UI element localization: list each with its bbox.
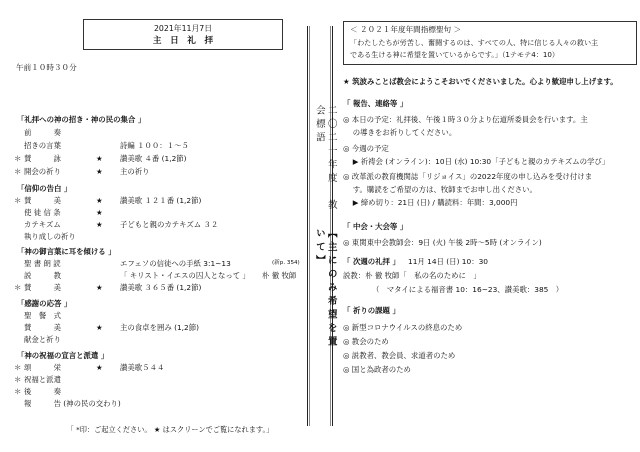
item-star: ★ <box>96 167 103 176</box>
item-name: 報 告 (神の民の交わり) <box>24 399 121 408</box>
item-star: ★ <box>96 283 103 292</box>
order-item <box>0 335 305 345</box>
item-mark: ＊ <box>14 387 22 396</box>
order-item <box>0 363 305 373</box>
section-heading: 「信仰の告白 」 <box>17 184 72 193</box>
order-item <box>0 167 305 177</box>
report-line: ▶ 祈祷会 (オンライン)：10日 (水) 10:30「子どもと親のカテキズムの学び」 <box>343 157 610 166</box>
section-heading: 「神の祝福の宣言と派遣 」 <box>17 351 109 360</box>
item-name: 後 奏 <box>24 387 61 396</box>
prayer-item: ◎ 説教者、教会員、求道者のため <box>343 351 456 360</box>
order-item <box>0 196 305 206</box>
item-star: ★ <box>96 323 103 332</box>
item-detail: 「 キリスト・イエスの囚人となって 」 <box>120 271 250 280</box>
section-heading: 「礼拝への神の招き・神の民の集合 」 <box>17 115 146 124</box>
item-detail: 詩編 １００：１～５ <box>120 141 189 150</box>
report-line: の導きをお祈りしてください。 <box>343 128 457 137</box>
report-line: ▶ 締め切り：21日 (日) / 購読料：年間：3,000円 <box>343 198 518 207</box>
item-mark: ＊ <box>14 375 22 384</box>
item-mark: ＊ <box>14 283 22 292</box>
prayer-item: ◎ 新型コロナウイルスの終息のため <box>343 323 463 332</box>
divider-left-thin <box>309 26 310 426</box>
order-item <box>0 128 305 138</box>
item-name: 聖 餐 式 <box>24 311 61 320</box>
next-service-heading: 「 次週の礼拝 」 <box>343 257 400 266</box>
divider-left <box>307 26 308 426</box>
vertical-title: 二〇二一年度 教会標語 <box>313 105 337 213</box>
order-item <box>0 154 305 164</box>
order-item <box>0 323 305 333</box>
section-heading: 「感謝の応答 」 <box>17 299 72 308</box>
service-date: 2021年11月7日 <box>153 24 213 33</box>
item-name: 賛 美 <box>24 196 61 205</box>
next-reading: （ マタイによる福音書 10：16~23、讃美歌：385 ） <box>372 285 564 294</box>
item-name: 献金と祈り <box>24 335 61 344</box>
vertical-motto: 【主にのみ希望を置いて】 <box>313 228 337 350</box>
prayer-item: ◎ 国と為政者のため <box>343 365 411 374</box>
service-time: 午前１０時３０分 <box>16 63 77 72</box>
item-name: 前 奏 <box>24 128 61 137</box>
item-star: ★ <box>96 196 103 205</box>
item-name: 開会の祈り <box>24 167 61 176</box>
item-name: 説 教 <box>24 271 61 280</box>
order-item <box>0 387 305 397</box>
report-line: ◎ 今週の予定 <box>343 144 389 153</box>
item-mark: ＊ <box>14 154 22 163</box>
item-star: ★ <box>96 208 103 217</box>
item-star: ★ <box>96 154 103 163</box>
prayer-heading: 「 祈りの課題 」 <box>343 306 400 315</box>
item-name: 賛 美 <box>24 323 61 332</box>
item-detail: 主の食卓を囲み (1,2節) <box>120 323 199 332</box>
meeting-heading: 「 中会・大会等 」 <box>343 222 408 231</box>
order-of-worship <box>0 0 305 452</box>
item-note: (新p. 354) <box>272 260 300 266</box>
welcome-message: ★ 筑波みことば教会にようこそおいでくださいました。心より歓迎申し上げます。 <box>343 77 618 86</box>
item-star: ★ <box>96 220 103 229</box>
verse-line-1: 「わたしたちが労苦し、奮闘するのは、すべての人、特に信じる人々の救い主 <box>350 38 599 47</box>
item-detail: 讃美歌 ３６５番 (1,2節) <box>120 283 202 292</box>
item-mark: ＊ <box>14 363 22 372</box>
report-heading: 「 報告、連絡等 」 <box>343 99 408 108</box>
prayer-item: ◎ 教会のため <box>343 337 389 346</box>
item-name: 招きの言葉 <box>24 141 61 150</box>
order-item <box>0 271 305 281</box>
item-mark: ＊ <box>14 196 22 205</box>
item-star: ★ <box>96 363 103 372</box>
item-name: 聖 書 朗 読 <box>24 259 61 268</box>
service-title: 主 日 礼 拝 <box>152 36 214 46</box>
divider-right <box>332 26 333 426</box>
item-mark: ＊ <box>14 167 22 176</box>
meeting-line: ◎ 東関東中会教師会：9日 (火) 午後 2時～5時 (オンライン) <box>343 238 542 247</box>
item-name: 使 徒 信 条 <box>24 208 61 217</box>
item-name: 頌 栄 <box>24 363 61 372</box>
order-item <box>0 259 305 269</box>
item-name: カテキズム <box>24 220 61 229</box>
verse-line-2: である生ける神に希望を置いているからです。」（1テモテ4：10） <box>350 50 559 59</box>
order-item <box>0 220 305 230</box>
verse-title: ＜ ２０２１年度年間指標聖句 ＞ <box>350 25 462 34</box>
order-item <box>0 399 305 409</box>
order-item <box>0 283 305 293</box>
item-name: 執り成しの祈り <box>24 232 76 241</box>
report-line: す。購読をご希望の方は、牧師までお申し出ください。 <box>343 185 537 194</box>
item-detail: エフェソの信徒への手紙 3:1~13 <box>120 259 231 268</box>
section-heading: 「神の御言葉に耳を傾ける 」 <box>17 247 116 256</box>
item-name: 賛 美 <box>24 283 61 292</box>
item-detail: 主の祈り <box>120 167 150 176</box>
item-detail: 讃美歌 ４番 (1,2節) <box>120 154 187 163</box>
item-name: 賛 詠 <box>24 154 61 163</box>
order-item <box>0 208 305 218</box>
order-item <box>0 311 305 321</box>
item-name: 祝福と派遣 <box>24 375 61 384</box>
item-detail: 子どもと親のカテキズム ３２ <box>120 220 219 229</box>
footnote: 「 *印：ご起立ください。 ★ はスクリーンでご覧になれます。」 <box>66 425 274 434</box>
report-line: ◎ 本日の予定：礼拝後、午後１時３０分より伝道所委員会を行います。主 <box>343 115 588 124</box>
next-sermon: 説教：朴 徹 牧師「 私の名のために 」 <box>343 271 481 280</box>
verse-box <box>343 21 637 65</box>
divider-right-thin <box>330 26 331 426</box>
item-detail: 讃美歌 １２１番 (1,2節) <box>120 196 202 205</box>
item-note: 朴 徹 牧師 <box>262 271 297 280</box>
order-item <box>0 232 305 242</box>
item-detail: 讃美歌５４４ <box>120 363 165 372</box>
order-item <box>0 141 305 151</box>
next-service-date: 11月 14日 (日) 10：30 <box>408 257 488 266</box>
order-item <box>0 375 305 385</box>
report-line: ◎ 改革派の教育機関誌「リジョイス」の2022年度の申し込みを受け付けま <box>343 172 593 181</box>
